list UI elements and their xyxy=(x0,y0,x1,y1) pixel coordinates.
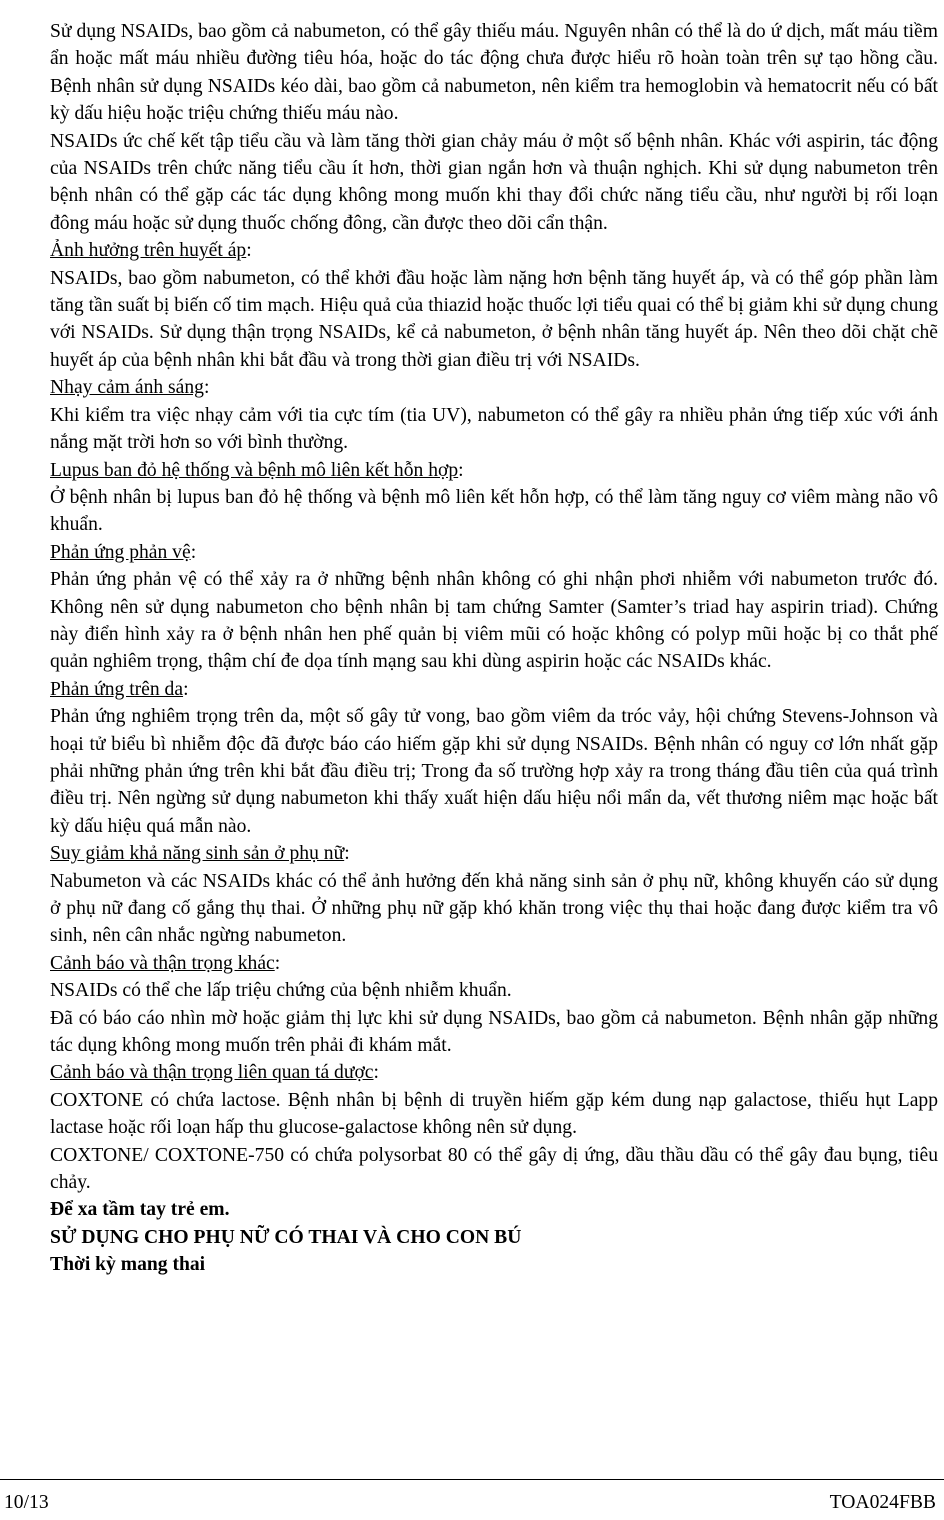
page-number: 10/13 xyxy=(4,1492,49,1513)
paragraph-photosensitivity: Khi kiểm tra việc nhạy cảm với tia cực tím (tia UV), nabumeton có thể gây ra nhiều phản ứng tiếp xúc với ánh nắng mặt trời hơn so với bình thường. xyxy=(50,404,938,454)
paragraph-polysorbate: COXTONE/ COXTONE-750 có chứa polysorbat 80 có thể gây dị ứng, dầu thầu dầu có thể gây đau bụng, tiêu chảy. xyxy=(50,1144,938,1194)
section-heading-photosensitivity: Nhạy cảm ánh sáng: xyxy=(50,377,210,399)
paragraph-anaphylaxis: Phản ứng phản vệ có thể xảy ra ở những bệnh nhân không có ghi nhận phơi nhiễm với nabumeton trước đó. Không nên sử dụng nabumeton cho bệnh nhân bị tam chứng Samter (Samter’s triad hay aspirin triad). Chứng này điển hình xảy ra ở bệnh nhân hen phế quản bị viêm mũi có hoặc không có polyp mũi hoặc bị co thắt phế quản nghiêm trọng, thậm chí đe dọa tính mạng sau khi dùng aspirin hoặc các NSAIDs khác. xyxy=(50,569,938,673)
paragraph-lactose: COXTONE có chứa lactose. Bệnh nhân bị bệnh di truyền hiếm gặp kém dung nạp galactose, thiếu hụt Lapp lactase hoặc rối loạn hấp thu glucose-galactose không nên sử dụng. xyxy=(50,1089,938,1139)
warning-children: Để xa tầm tay trẻ em. xyxy=(50,1199,230,1221)
paragraph-anemia: Sử dụng NSAIDs, bao gồm cả nabumeton, có thể gây thiếu máu. Nguyên nhân có thể là do ứ dịch, mất máu tiềm ẩn hoặc mất máu nhiều đường tiêu hóa, hoặc do tác động chưa được hiểu rõ hoàn toàn trên sự tạo hồng cầu. Bệnh nhân sử dụng NSAIDs kéo dài, bao gồm cả nabumeton, nên kiểm tra hemoglobin và hematocrit nếu có bất kỳ dấu hiệu hoặc triệu chứng thiếu máu nào. xyxy=(50,21,938,125)
paragraph-lupus: Ở bệnh nhân bị lupus ban đỏ hệ thống và bệnh mô liên kết hỗn hợp, có thể làm tăng nguy cơ viêm màng não vô khuẩn. xyxy=(50,486,938,536)
paragraph-platelet: NSAIDs ức chế kết tập tiểu cầu và làm tăng thời gian chảy máu ở một số bệnh nhân. Khác với aspirin, tác động của NSAIDs trên chức năng tiểu cầu ít hơn, thời gian ngắn hơn và thuận nghịch. Khi sử dụng nabumeton trên bệnh nhân có thể gặp các tác dụng không mong muốn khi thay đổi chức năng tiểu cầu, như người bị rối loạn đông máu hoặc sử dụng thuốc chống đông, cần được theo dõi cẩn thận. xyxy=(50,130,938,234)
section-heading-fertility: Suy giảm khả năng sinh sản ở phụ nữ: xyxy=(50,843,350,865)
document-body xyxy=(50,18,938,1279)
section-title-pregnancy-lactation: SỬ DỤNG CHO PHỤ NỮ CÓ THAI VÀ CHO CON BÚ xyxy=(50,1226,522,1248)
section-heading-other-warnings: Cảnh báo và thận trọng khác: xyxy=(50,952,281,974)
section-heading-lupus: Lupus ban đỏ hệ thống và bệnh mô liên kết hỗn hợp: xyxy=(50,459,464,481)
section-heading-skin: Phản ứng trên da: xyxy=(50,678,189,700)
document-code: TOA024FBB xyxy=(829,1492,936,1513)
paragraph-fertility: Nabumeton và các NSAIDs khác có thể ảnh hưởng đến khả năng sinh sản ở phụ nữ, không khuyến cáo sử dụng ở phụ nữ đang cố gắng thụ thai. Ở những phụ nữ gặp khó khăn trong việc thụ thai hoặc đang được kiểm tra vô sinh, nên cân nhắc ngừng nabumeton. xyxy=(50,870,938,947)
paragraph-vision: Đã có báo cáo nhìn mờ hoặc giảm thị lực khi sử dụng NSAIDs, bao gồm cả nabumeton. Bệnh nhân gặp những tác dụng không mong muốn trên phải đi khám mắt. xyxy=(50,1007,938,1057)
footer-divider xyxy=(0,1479,944,1480)
paragraph-infection: NSAIDs có thể che lấp triệu chứng của bệnh nhiễm khuẩn. xyxy=(50,980,512,1002)
section-heading-anaphylaxis: Phản ứng phản vệ: xyxy=(50,541,197,563)
section-heading-excipients: Cảnh báo và thận trọng liên quan tá dược: xyxy=(50,1062,379,1084)
paragraph-blood-pressure: NSAIDs, bao gồm nabumeton, có thể khởi đầu hoặc làm nặng hơn bệnh tăng huyết áp, và có thể góp phần làm tăng tần suất bị biến cố tim mạch. Hiệu quả của thiazid hoặc thuốc lợi tiểu quai có thể bị giảm khi sử dụng chung với NSAIDs. Sử dụng thận trọng NSAIDs, kể cả nabumeton, ở bệnh nhân tăng huyết áp. Nên theo dõi chặt chẽ huyết áp của bệnh nhân khi bắt đầu và trong thời gian điều trị với NSAIDs. xyxy=(50,267,938,371)
subsection-title-pregnancy: Thời kỳ mang thai xyxy=(50,1254,206,1276)
paragraph-skin: Phản ứng nghiêm trọng trên da, một số gây tử vong, bao gồm viêm da tróc vảy, hội chứng Stevens-Johnson và hoại tử biểu bì nhiễm độc đã được báo cáo hiếm gặp khi sử dụng NSAIDs. Bệnh nhân có nguy cơ lớn nhất gặp phải những phản ứng trên khi bắt đầu điều trị; Trong đa số trường hợp xảy ra trong tháng đầu tiên của quá trình điều trị. Nên ngừng sử dụng nabumeton khi thấy xuất hiện dấu hiệu nổi mẩn da, vết thương niêm mạc hoặc bất kỳ dấu hiệu quá mẫn nào. xyxy=(50,706,938,837)
section-heading-blood-pressure: Ảnh hưởng trên huyết áp: xyxy=(50,240,252,262)
